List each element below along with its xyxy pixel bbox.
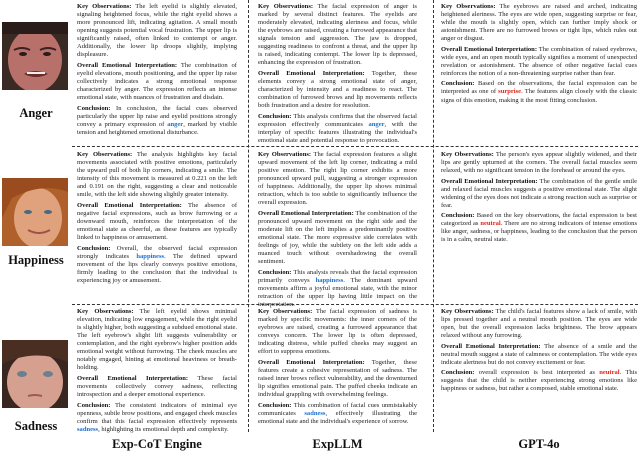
column-header-gpt4o: GPT-4o (518, 437, 560, 451)
cell-sadness-gpt4o: Key Observations: The child's facial features show a lack of smile, with lips pressed together and a neutral mouth position. The eyes are wide open, but the overall expression lacks brightness. The brow appears relaxed without any furrowing. Overall Emotional Interpretation: The absence of a smile and the neutral mouth suggest a state of calmness or contemplation. The wide eyes indicate alertness but do not convey excitement or fear. Conclusion: overall expression is best interpreted as neutral. This suggests that the child is neither experiencing strong emotions like happiness or sadness, but rather a composed, stable emotional state. (441, 308, 638, 393)
emotion-label: Sadness (14, 419, 58, 433)
emotion-label: Happiness (8, 253, 64, 267)
column-divider (248, 0, 249, 432)
face-image-anger (2, 22, 68, 90)
column-header-expllm: ExpLLM (312, 437, 363, 451)
cell-anger-gpt4o: Key Observations: The eyebrows are raised and arched, indicating heightened alertness. The eyes are wide open, suggesting surprise or fear, while the mouth is slightly open, which can further imply shock or astonishment. There are no furrowed brows or tight lips, which rules out anger or disgust. Overall Emotional Interpretation: The combination of raised eyebrows, wide eyes, and an open mouth typically signifies a moment of unexpected revelation or astonishment. The absence of other negative facial cues reinforces the notion of a non-threatening surprise rather than fear. Conclusion: Based on the observations, the facial expression can be interpreted as one of surprise. The features align closely with the classic signs of this emotion, making it the most fitting conclusion. (441, 3, 638, 104)
prediction-wrong: neutral (480, 220, 501, 228)
prediction-wrong: neutral (599, 369, 620, 377)
prediction-correct: sadness (77, 425, 99, 433)
cell-sadness-expcot: Key Observations: The left eyelid shows minimal elevation, indicating low engagement, while the right eyelid is slightly higher, both suggesting a subdued emotional state. The left eyebrow's slight lift suggests vulnerability or contemplation, and the right eyebrow's higher position adds emotional weight without furrowing. The cheek muscles are notably engaged, hinting at emotional heaviness or breath-holding. Overall Emotional Interpretation: These facial movements collectively convey sadness, reflecting introspection and a deeper emotional experience. Conclusion: The consistent indicators of minimal eye openness, subtle brow positions, and engaged cheek muscles confirm that this facial expression effectively represents sadness, highlighting its emotional depth and complexity. (77, 308, 237, 433)
prediction-correct: sadness (304, 409, 326, 417)
column-divider (433, 0, 434, 432)
prediction-correct: happiness (136, 252, 165, 260)
prediction-wrong: surprise (498, 88, 522, 96)
cell-sadness-expllm: Key Observations: The facial expression of sadness is marked by specific movements: the inner corners of the eyebrows are raised, creating a furrowed appearance that conveys concern. The lower lip is often depressed, indicating distress, while puffed cheeks may suggest an effort to suppress emotions. Overall Emotional Interpretation: Together, these features create a cohesive representation of sadness. The raised inner brows reflect vulnerability, and the downturned lip signifies emotional pain. The puffed cheeks indicate an individual grappling with overwhelming feelings. Conclusion: This combination of facial cues unmistakably communicates sadness, effectively illustrating the emotional state and the individual's experience of sorrow. (258, 308, 417, 425)
prediction-correct: anger (368, 120, 385, 128)
emotion-label: Anger (19, 106, 53, 120)
face-image-sadness (2, 340, 68, 408)
cell-anger-expllm: Key Observations: The facial expression of anger is marked by several distinct features. The eyelids are moderately elevated, indicating alertness and focus, while the eyebrows are raised, creating a furrowed appearance that signals tension and aggression. The jaw is dropped, suggesting readiness to confront a threat, and the upper lip is raised, indicating contempt. The lower lip is depressed, enhancing the expression of frustration. Overall Emotional Interpretation: Together, these elements convey a strong emotional state of anger, characterized by intensity and a readiness to react. The combination of furrowed brows and lip movements reflects both frustration and a desire for resolution. Conclusion: This analysis confirms that the observed facial expression effectively communicates anger, with the interplay of specific features illustrating the individual's emotional state and potential response to provocation. (258, 3, 417, 144)
cell-happiness-expcot: Key Observations: The analysis highlights key facial movements associated with positive emotions, particularly the upward pull of both lip corners, indicating a smile. The intensity of this movement is measured at 0.221 on the left and 0.191 on the right, suggesting a clear and noticeable smile, with the left side showing slightly greater intensity. Overall Emotional Interpretation: The absence of negative facial expressions, such as brow furrowing or a downward mouth, reinforces the interpretation of the emotional state as cheerful, as these features are typically linked to happiness or amusement. Conclusion: Overall, the observed facial expression strongly indicates happiness. The defined upward movement of the lips clearly conveys positive emotions, firmly leading to the conclusion that the individual is experiencing joy or amusement. (77, 151, 237, 284)
prediction-correct: happiness (315, 276, 344, 284)
cell-happiness-gpt4o: Key Observations: The person's eyes appear slightly widened, and their lips are gently upturned at the corners. The overall facial muscles seem relaxed, with no significant tension in the forehead or around the eyes. Overall Emotional Interpretation: The combination of the gentle smile and relaxed facial muscles suggests a positive emotional state. The slight widening of the eyes does not indicate a strong reaction such as surprise or fear. Conclusion: Based on the key observations, the facial expression is best categorized as neutral. There are no strong indicators of intense emotions like anger, sadness, or happiness, leading to the conclusion that the person is in a calm, neutral state. (441, 151, 637, 244)
cell-happiness-expllm: Key Observations: The facial expression features a slight upward movement of the left lip corner, indicating a mild positive emotion. The right lip corner exhibits a more pronounced upward pull, suggesting a stronger expression of happiness. Additionally, the upper lip shows minimal retraction, which is too subtle to significantly influence the overall expression. Overall Emotional Interpretation: The combination of the pronounced upward movement on the right side and the moderate lift on the left implies a predominantly positive emotional state. The more expressive side correlates with feelings of joy, while the subtlety on the left side adds a nuanced touch without overshadowing the overall sentiment. Conclusion: This analysis reveals that the facial expression primarily conveys happiness. The dominant upward movements affirm a joyful emotional state, with the minor retraction of the upper lip having little impact on the interpretation. (258, 151, 417, 308)
face-image-happiness (2, 178, 68, 246)
cell-anger-expcot: Key Observations: The left eyelid is slightly elevated, signaling heightened focus, while the right eyelid shows a more pronounced lift, indicating agitation. A small mouth opening suggests potential vocal frustration. The upper lip is significantly raised, often linked to contempt or anger. Additionally, the lower lip droops slightly, implying displeasure. Overall Emotional Interpretation: The combination of eyelid elevations, mouth positioning, and the upper lip raise collectively indicates a strong emotional response characterized by anger. The expression reflects an intense emotional state, with nuances of frustration and disdain. Conclusion: In conclusion, the facial cues observed particularly the upper lip raise and eyelid positions strongly convey a primary expression of anger, marked by visible tension and heightened emotional disturbance. (77, 3, 237, 136)
column-header-expcot: Exp-CoT Engine (112, 437, 202, 451)
prediction-correct: anger (167, 120, 184, 128)
